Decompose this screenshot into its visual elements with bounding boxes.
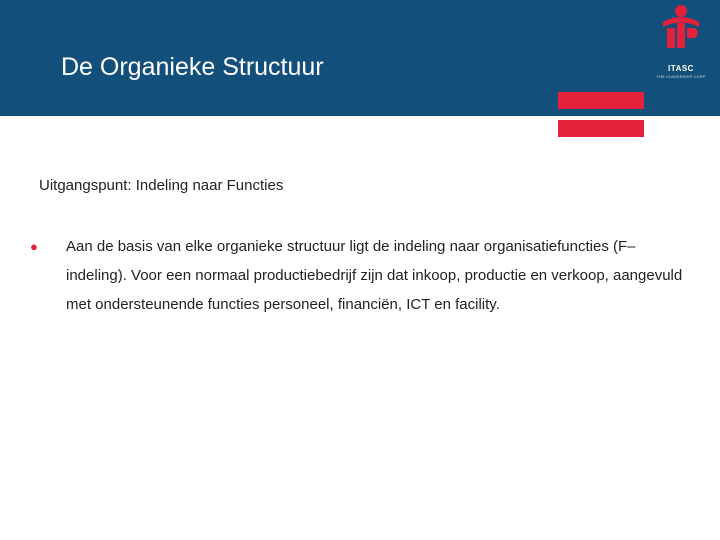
slide-title: De Organieke Structuur: [61, 53, 324, 81]
slide-subtitle: Uitgangspunt: Indeling naar Functies: [39, 177, 284, 194]
bullet-text: Aan de basis van elke organieke structuur ligt de indeling naar organisatiefuncties (F–indeling). Voor een normaal productiebedrijf zijn dat inkoop, productie en verkoop, aangevuld met ondersteunende functies personeel, financiën, ICT en facility.: [66, 238, 683, 313]
bullet-list: [30, 232, 690, 319]
red-dot-icon: ●: [30, 239, 38, 254]
logo-name: ITASC: [668, 64, 694, 73]
accent-bar-bottom: [558, 120, 644, 137]
bullet-item: [30, 232, 690, 319]
itasc-logo: [652, 4, 710, 82]
logo-tagline: THE LEADERSHIP CORP: [656, 74, 706, 79]
accent-bar-top: [558, 92, 644, 109]
itasc-logo-icon: [658, 4, 704, 52]
